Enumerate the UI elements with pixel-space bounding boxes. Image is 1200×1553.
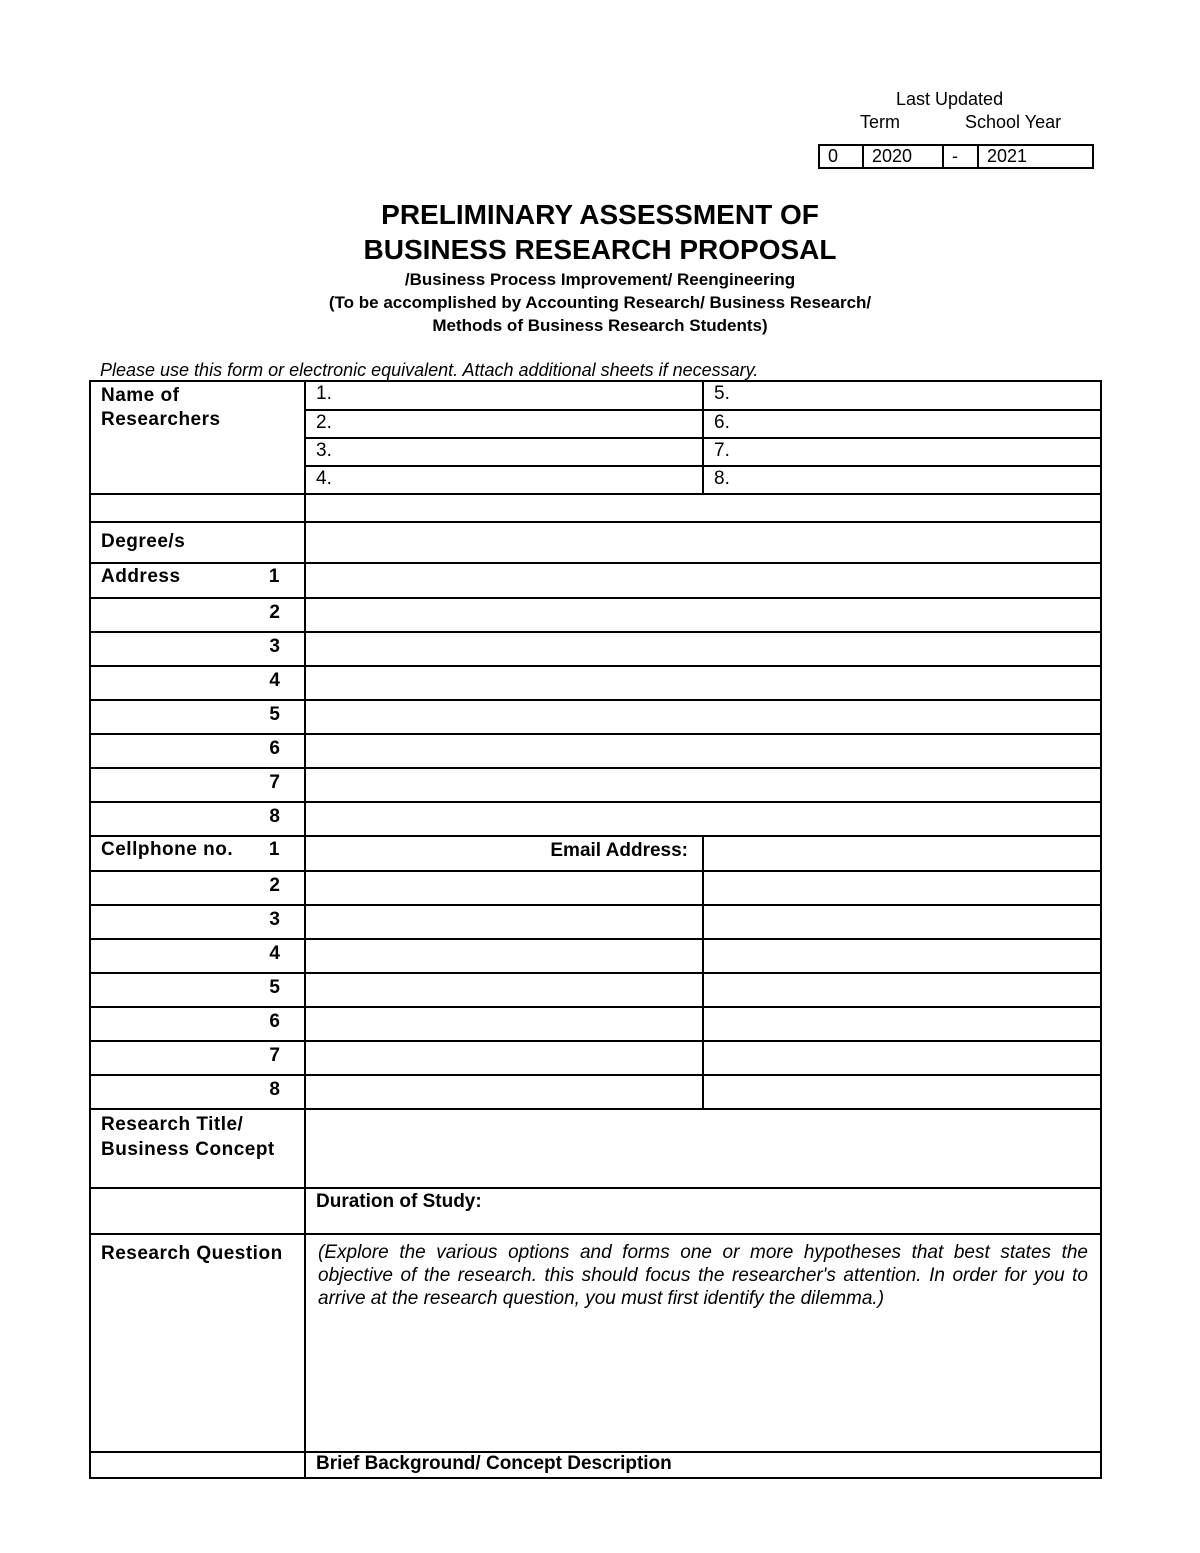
cellphone-field-5[interactable] [305, 973, 703, 1007]
cellphone-num-3: 3 [90, 905, 305, 939]
email-field-1[interactable] [703, 836, 1101, 871]
cellphone-num-4: 4 [90, 939, 305, 973]
address-num-7: 7 [90, 768, 305, 802]
address-label: Address [101, 566, 181, 587]
cellphone-field-2[interactable] [305, 871, 703, 905]
researcher-field-1[interactable]: 1. [305, 381, 703, 410]
page-title-line2: BUSINESS RESEARCH PROPOSAL [363, 234, 837, 265]
cellphone-field-3[interactable] [305, 905, 703, 939]
researcher-field-8[interactable]: 8. [703, 466, 1101, 494]
email-field-6[interactable] [703, 1007, 1101, 1041]
term-value-field[interactable]: 0 [820, 146, 864, 167]
address-num-1: 1 [268, 566, 280, 587]
researcher-field-5[interactable]: 5. [703, 381, 1101, 410]
cellphone-num-8: 8 [90, 1075, 305, 1109]
cellphone-num-5: 5 [90, 973, 305, 1007]
researcher-field-2[interactable]: 2. [305, 410, 703, 438]
address-num-4: 4 [90, 666, 305, 700]
degree-field[interactable] [305, 522, 1101, 563]
cellphone-field-4[interactable] [305, 939, 703, 973]
subtitle-line3: Methods of Business Research Students) [432, 316, 768, 335]
cellphone-num-7: 7 [90, 1041, 305, 1075]
cellphone-field-8[interactable] [305, 1075, 703, 1109]
term-label: Term [860, 112, 900, 132]
assessment-form-table [89, 380, 1102, 1479]
year-end-field[interactable]: 2021 [987, 146, 1028, 166]
address-field-7[interactable] [305, 768, 1101, 802]
address-field-5[interactable] [305, 700, 1101, 734]
address-field-4[interactable] [305, 666, 1101, 700]
cellphone-num-2: 2 [90, 871, 305, 905]
email-field-8[interactable] [703, 1075, 1101, 1109]
duration-label[interactable]: Duration of Study: [305, 1188, 1101, 1234]
year-start-field[interactable]: 2020 [864, 146, 944, 167]
cellphone-num-1: 1 [268, 839, 280, 860]
last-updated-label: Last Updated [896, 89, 1004, 109]
address-label-cell [90, 563, 305, 598]
address-num-8: 8 [90, 802, 305, 836]
degree-label: Degree/s [90, 522, 305, 563]
address-num-3: 3 [90, 632, 305, 666]
cellphone-label-cell [90, 836, 305, 871]
address-field-2[interactable] [305, 598, 1101, 632]
term-school-year-box [818, 144, 1094, 169]
researcher-field-3[interactable]: 3. [305, 438, 703, 466]
cellphone-field-6[interactable] [305, 1007, 703, 1041]
address-field-3[interactable] [305, 632, 1101, 666]
address-field-8[interactable] [305, 802, 1101, 836]
cellphone-field-7[interactable] [305, 1041, 703, 1075]
address-field-1[interactable] [305, 563, 1101, 598]
school-year-label: School Year [965, 112, 1062, 132]
subtitle-line2: (To be accomplished by Accounting Research/ Business Research/ [328, 293, 872, 312]
email-field-4[interactable] [703, 939, 1101, 973]
researcher-field-4[interactable]: 4. [305, 466, 703, 494]
year-separator: - [944, 146, 979, 167]
researchers-label: Name of Researchers [90, 381, 305, 494]
subtitle-line1: /Business Process Improvement/ Reengineering [404, 270, 796, 289]
address-field-6[interactable] [305, 734, 1101, 768]
email-field-7[interactable] [703, 1041, 1101, 1075]
research-title-label: Research Title/ Business Concept [90, 1109, 305, 1188]
instruction-note: Please use this form or electronic equivalent. Attach additional sheets if necessary. [100, 360, 759, 380]
cellphone-label: Cellphone no. [101, 839, 234, 860]
research-question-label: Research Question [90, 1234, 305, 1452]
email-field-2[interactable] [703, 871, 1101, 905]
background-label[interactable]: Brief Background/ Concept Description [305, 1452, 1101, 1478]
research-question-field[interactable]: (Explore the various options and forms one or more hypotheses that best states the objective of the research. this should focus the researcher's attention. In order for you to arrive at the research question, you must first identify the dilemma.) [305, 1234, 1101, 1452]
cellphone-num-6: 6 [90, 1007, 305, 1041]
researcher-field-6[interactable]: 6. [703, 410, 1101, 438]
address-num-6: 6 [90, 734, 305, 768]
address-num-2: 2 [90, 598, 305, 632]
address-num-5: 5 [90, 700, 305, 734]
research-title-field[interactable] [305, 1109, 1101, 1188]
page-title-line1: PRELIMINARY ASSESSMENT OF [381, 199, 819, 230]
researcher-field-7[interactable]: 7. [703, 438, 1101, 466]
email-field-5[interactable] [703, 973, 1101, 1007]
email-label: Email Address: [305, 836, 703, 871]
email-field-3[interactable] [703, 905, 1101, 939]
